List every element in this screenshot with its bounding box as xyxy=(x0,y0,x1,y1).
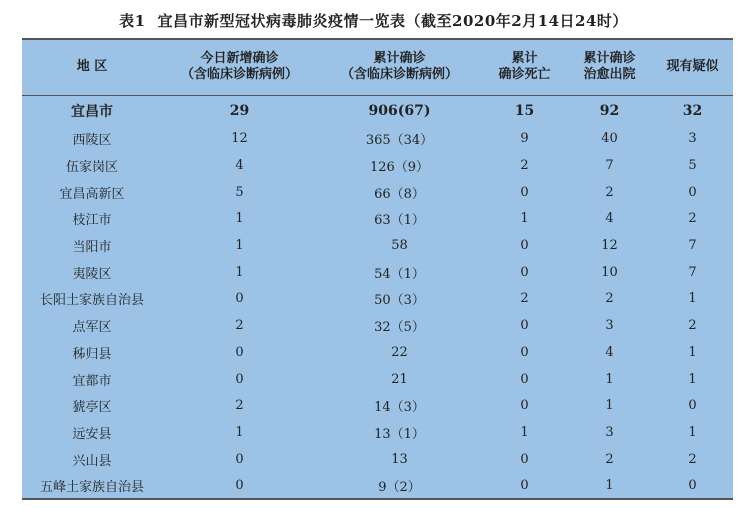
value-cell: 1 xyxy=(235,264,244,280)
table-row xyxy=(22,366,733,393)
value-cell: 2 xyxy=(605,184,614,200)
table-row xyxy=(22,472,733,499)
table-caption xyxy=(0,10,747,31)
value-cell: 2 xyxy=(235,398,244,414)
table-row xyxy=(22,232,733,259)
value-cell: 92 xyxy=(599,102,620,119)
value-cell: 29 xyxy=(229,102,250,119)
region-cell: 夷陵区 xyxy=(72,266,112,282)
column-header-line: 确诊死亡 xyxy=(498,67,551,83)
value-cell: 0 xyxy=(520,184,529,200)
table-row xyxy=(22,259,733,286)
caption-label: 表1 xyxy=(119,12,146,30)
value-cell: 50（3） xyxy=(374,293,425,309)
region-cell: 兴山县 xyxy=(72,453,112,469)
region-cell: 猇亭区 xyxy=(72,400,112,416)
value-cell: 2 xyxy=(688,211,697,227)
value-cell: 32（5） xyxy=(374,320,425,336)
column-header-line: 累计确诊 xyxy=(583,51,636,67)
region-cell: 枝江市 xyxy=(72,213,112,229)
value-cell: 0 xyxy=(235,344,244,360)
value-cell: 1 xyxy=(688,344,697,360)
region-cell: 长阳土家族自治县 xyxy=(39,293,144,309)
region-cell: 五峰土家族自治县 xyxy=(39,480,144,496)
total-row xyxy=(22,95,733,126)
column-header xyxy=(162,40,317,95)
region-cell: 宜昌高新区 xyxy=(59,186,125,202)
region-cell: 秭归县 xyxy=(72,346,112,362)
value-cell: 0 xyxy=(688,184,697,200)
value-cell: 10 xyxy=(601,264,618,280)
value-cell: 1 xyxy=(605,371,614,387)
value-cell: 21 xyxy=(391,371,408,387)
value-cell: 12 xyxy=(601,238,618,254)
column-header-line: （含临床诊断病例） xyxy=(180,67,298,83)
region-cell: 点军区 xyxy=(72,320,112,336)
value-cell: 365（34） xyxy=(365,133,434,149)
value-cell: 22 xyxy=(391,344,408,360)
value-cell: 2 xyxy=(688,318,697,334)
value-cell: 3 xyxy=(688,131,697,147)
table-body xyxy=(22,95,733,499)
value-cell: 1 xyxy=(235,238,244,254)
table-row xyxy=(22,286,733,313)
value-cell: 1 xyxy=(235,424,244,440)
column-header xyxy=(652,40,733,95)
table-row xyxy=(22,179,733,206)
value-cell: 0 xyxy=(520,318,529,334)
value-cell: 13（1） xyxy=(374,426,425,442)
value-cell: 2 xyxy=(605,291,614,307)
value-cell: 0 xyxy=(520,371,529,387)
value-cell: 1 xyxy=(520,211,529,227)
column-header xyxy=(317,40,482,95)
value-cell: 0 xyxy=(688,398,697,414)
column-header-line: 地 区 xyxy=(76,59,108,75)
value-cell: 9（2） xyxy=(378,480,421,496)
value-cell: 12 xyxy=(231,131,248,147)
value-cell: 54（1） xyxy=(374,266,425,282)
value-cell: 3 xyxy=(605,318,614,334)
value-cell: 3 xyxy=(605,424,614,440)
table-row xyxy=(22,206,733,233)
value-cell: 0 xyxy=(235,478,244,494)
value-cell: 0 xyxy=(520,344,529,360)
value-cell: 58 xyxy=(391,238,408,254)
column-header xyxy=(22,40,162,95)
table-row xyxy=(22,312,733,339)
column-header-line: （含临床诊断病例） xyxy=(340,67,458,83)
value-cell: 906(67) xyxy=(368,102,431,119)
value-cell: 40 xyxy=(601,131,618,147)
value-cell: 1 xyxy=(605,478,614,494)
region-cell: 宜昌市 xyxy=(71,103,113,120)
value-cell: 14（3） xyxy=(374,400,425,416)
value-cell: 0 xyxy=(235,451,244,467)
table-row xyxy=(22,419,733,446)
value-cell: 4 xyxy=(235,158,244,174)
value-cell: 9 xyxy=(520,131,529,147)
value-cell: 1 xyxy=(688,371,697,387)
value-cell: 0 xyxy=(520,398,529,414)
region-cell: 远安县 xyxy=(72,426,112,442)
column-header-line: 累计确诊 xyxy=(373,51,426,67)
value-cell: 2 xyxy=(520,158,529,174)
value-cell: 0 xyxy=(235,371,244,387)
value-cell: 1 xyxy=(605,398,614,414)
column-header xyxy=(482,40,567,95)
header-row xyxy=(22,40,733,95)
value-cell: 7 xyxy=(688,238,697,254)
value-cell: 4 xyxy=(605,344,614,360)
value-cell: 5 xyxy=(235,184,244,200)
table-row xyxy=(22,126,733,153)
value-cell: 66（8） xyxy=(374,186,425,202)
value-cell: 2 xyxy=(605,451,614,467)
value-cell: 2 xyxy=(520,291,529,307)
value-cell: 0 xyxy=(520,264,529,280)
value-cell: 0 xyxy=(520,478,529,494)
column-header xyxy=(567,40,652,95)
value-cell: 1 xyxy=(688,424,697,440)
caption-title: 宜昌市新型冠状病毒肺炎疫情一览表（截至2020年2月14日24时） xyxy=(157,12,628,30)
epidemic-table xyxy=(22,40,733,499)
value-cell: 15 xyxy=(514,102,535,119)
table-row xyxy=(22,446,733,473)
column-header-line: 今日新增确诊 xyxy=(200,51,279,67)
value-cell: 126（9） xyxy=(369,160,430,176)
value-cell: 5 xyxy=(688,158,697,174)
value-cell: 32 xyxy=(682,102,703,119)
table-row xyxy=(22,392,733,419)
column-header-line: 累计 xyxy=(511,51,538,67)
value-cell: 7 xyxy=(605,158,614,174)
value-cell: 0 xyxy=(235,291,244,307)
epidemic-table-container xyxy=(22,38,733,500)
value-cell: 0 xyxy=(688,478,697,494)
value-cell: 13 xyxy=(391,451,408,467)
column-header-line: 治愈出院 xyxy=(583,67,636,83)
value-cell: 1 xyxy=(688,291,697,307)
table-row xyxy=(22,339,733,366)
value-cell: 4 xyxy=(605,211,614,227)
value-cell: 63（1） xyxy=(374,213,425,229)
value-cell: 0 xyxy=(520,451,529,467)
table-row xyxy=(22,152,733,179)
table-header xyxy=(22,40,733,95)
value-cell: 1 xyxy=(520,424,529,440)
region-cell: 当阳市 xyxy=(72,240,112,256)
region-cell: 宜都市 xyxy=(72,373,112,389)
value-cell: 0 xyxy=(520,238,529,254)
value-cell: 2 xyxy=(688,451,697,467)
region-cell: 伍家岗区 xyxy=(65,160,118,176)
column-header-line: 现有疑似 xyxy=(666,59,719,75)
value-cell: 7 xyxy=(688,264,697,280)
value-cell: 1 xyxy=(235,211,244,227)
region-cell: 西陵区 xyxy=(72,133,112,149)
value-cell: 2 xyxy=(235,318,244,334)
